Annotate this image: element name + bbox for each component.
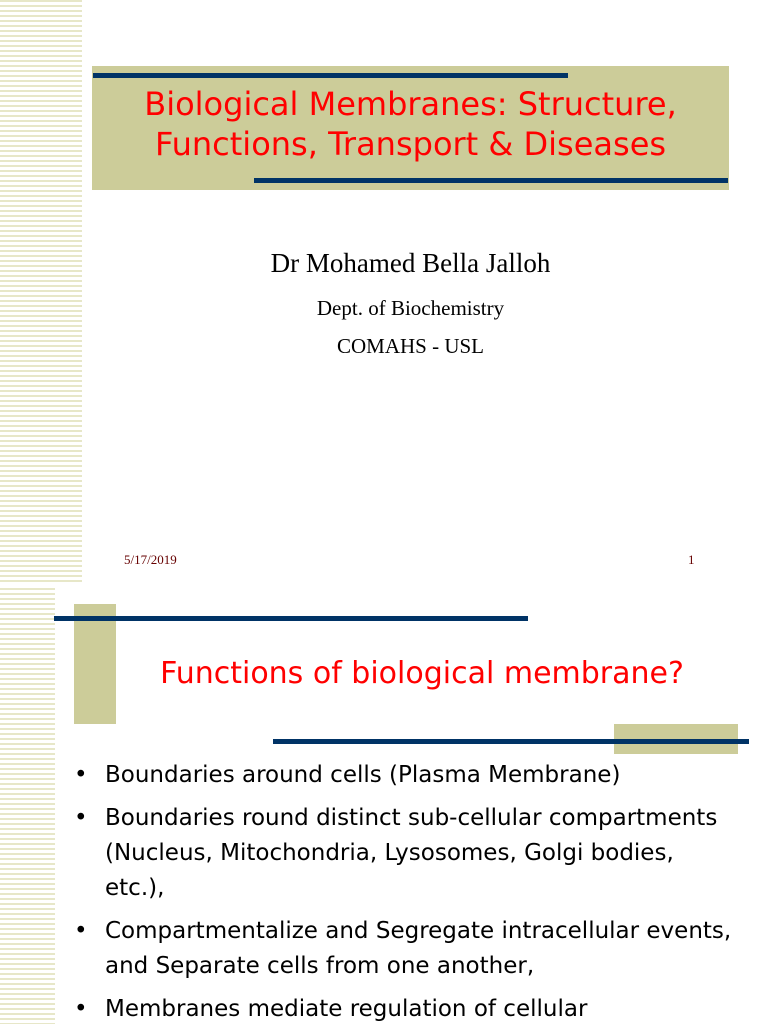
slide-title: [92, 84, 729, 164]
title-bar-bottom: [254, 178, 728, 183]
title-bar-top: [93, 73, 568, 78]
department: Dept. of Biochemistry: [316, 296, 505, 320]
list-item: [70, 801, 740, 906]
bullet-text: Boundaries around cells (Plasma Membrane): [105, 762, 621, 788]
slide-2: [0, 588, 768, 1024]
slide-title-line-2: Functions, Transport & Diseases: [154, 125, 667, 163]
bullet-text: Compartmentalize and Segregate intracellular events, and Separate cells from one another,: [105, 918, 732, 979]
bullet-list: [70, 758, 740, 1035]
bullet-icon: •: [74, 996, 88, 1022]
bullet-text: Boundaries round distinct sub-cellular compartments (Nucleus, Mitochondria, Lysosomes, Golgi bodies, etc.),: [105, 805, 718, 901]
page-number: 1: [688, 552, 695, 567]
bullet-icon: •: [74, 918, 88, 944]
author-name: Dr Mohamed Bella Jalloh: [270, 248, 551, 278]
slide-title-line-1: Biological Membranes: Structure,: [144, 85, 677, 123]
institution: COMAHS - USL: [336, 334, 485, 358]
title-bar-bottom: [273, 739, 749, 744]
bullet-icon: •: [74, 805, 88, 831]
bullet-text: Membranes mediate regulation of cellular: [105, 996, 588, 1022]
list-item: [70, 992, 740, 1027]
bullet-icon: •: [74, 762, 88, 788]
slide-title: Functions of biological membrane?: [160, 656, 684, 691]
decorative-stripes: [0, 588, 55, 1024]
list-item: [70, 914, 740, 984]
list-item: [70, 758, 740, 793]
accent-block-left: [74, 604, 116, 724]
title-bar-top: [54, 616, 528, 621]
decorative-stripes: [0, 0, 82, 585]
slide-date: 5/17/2019: [124, 552, 177, 567]
